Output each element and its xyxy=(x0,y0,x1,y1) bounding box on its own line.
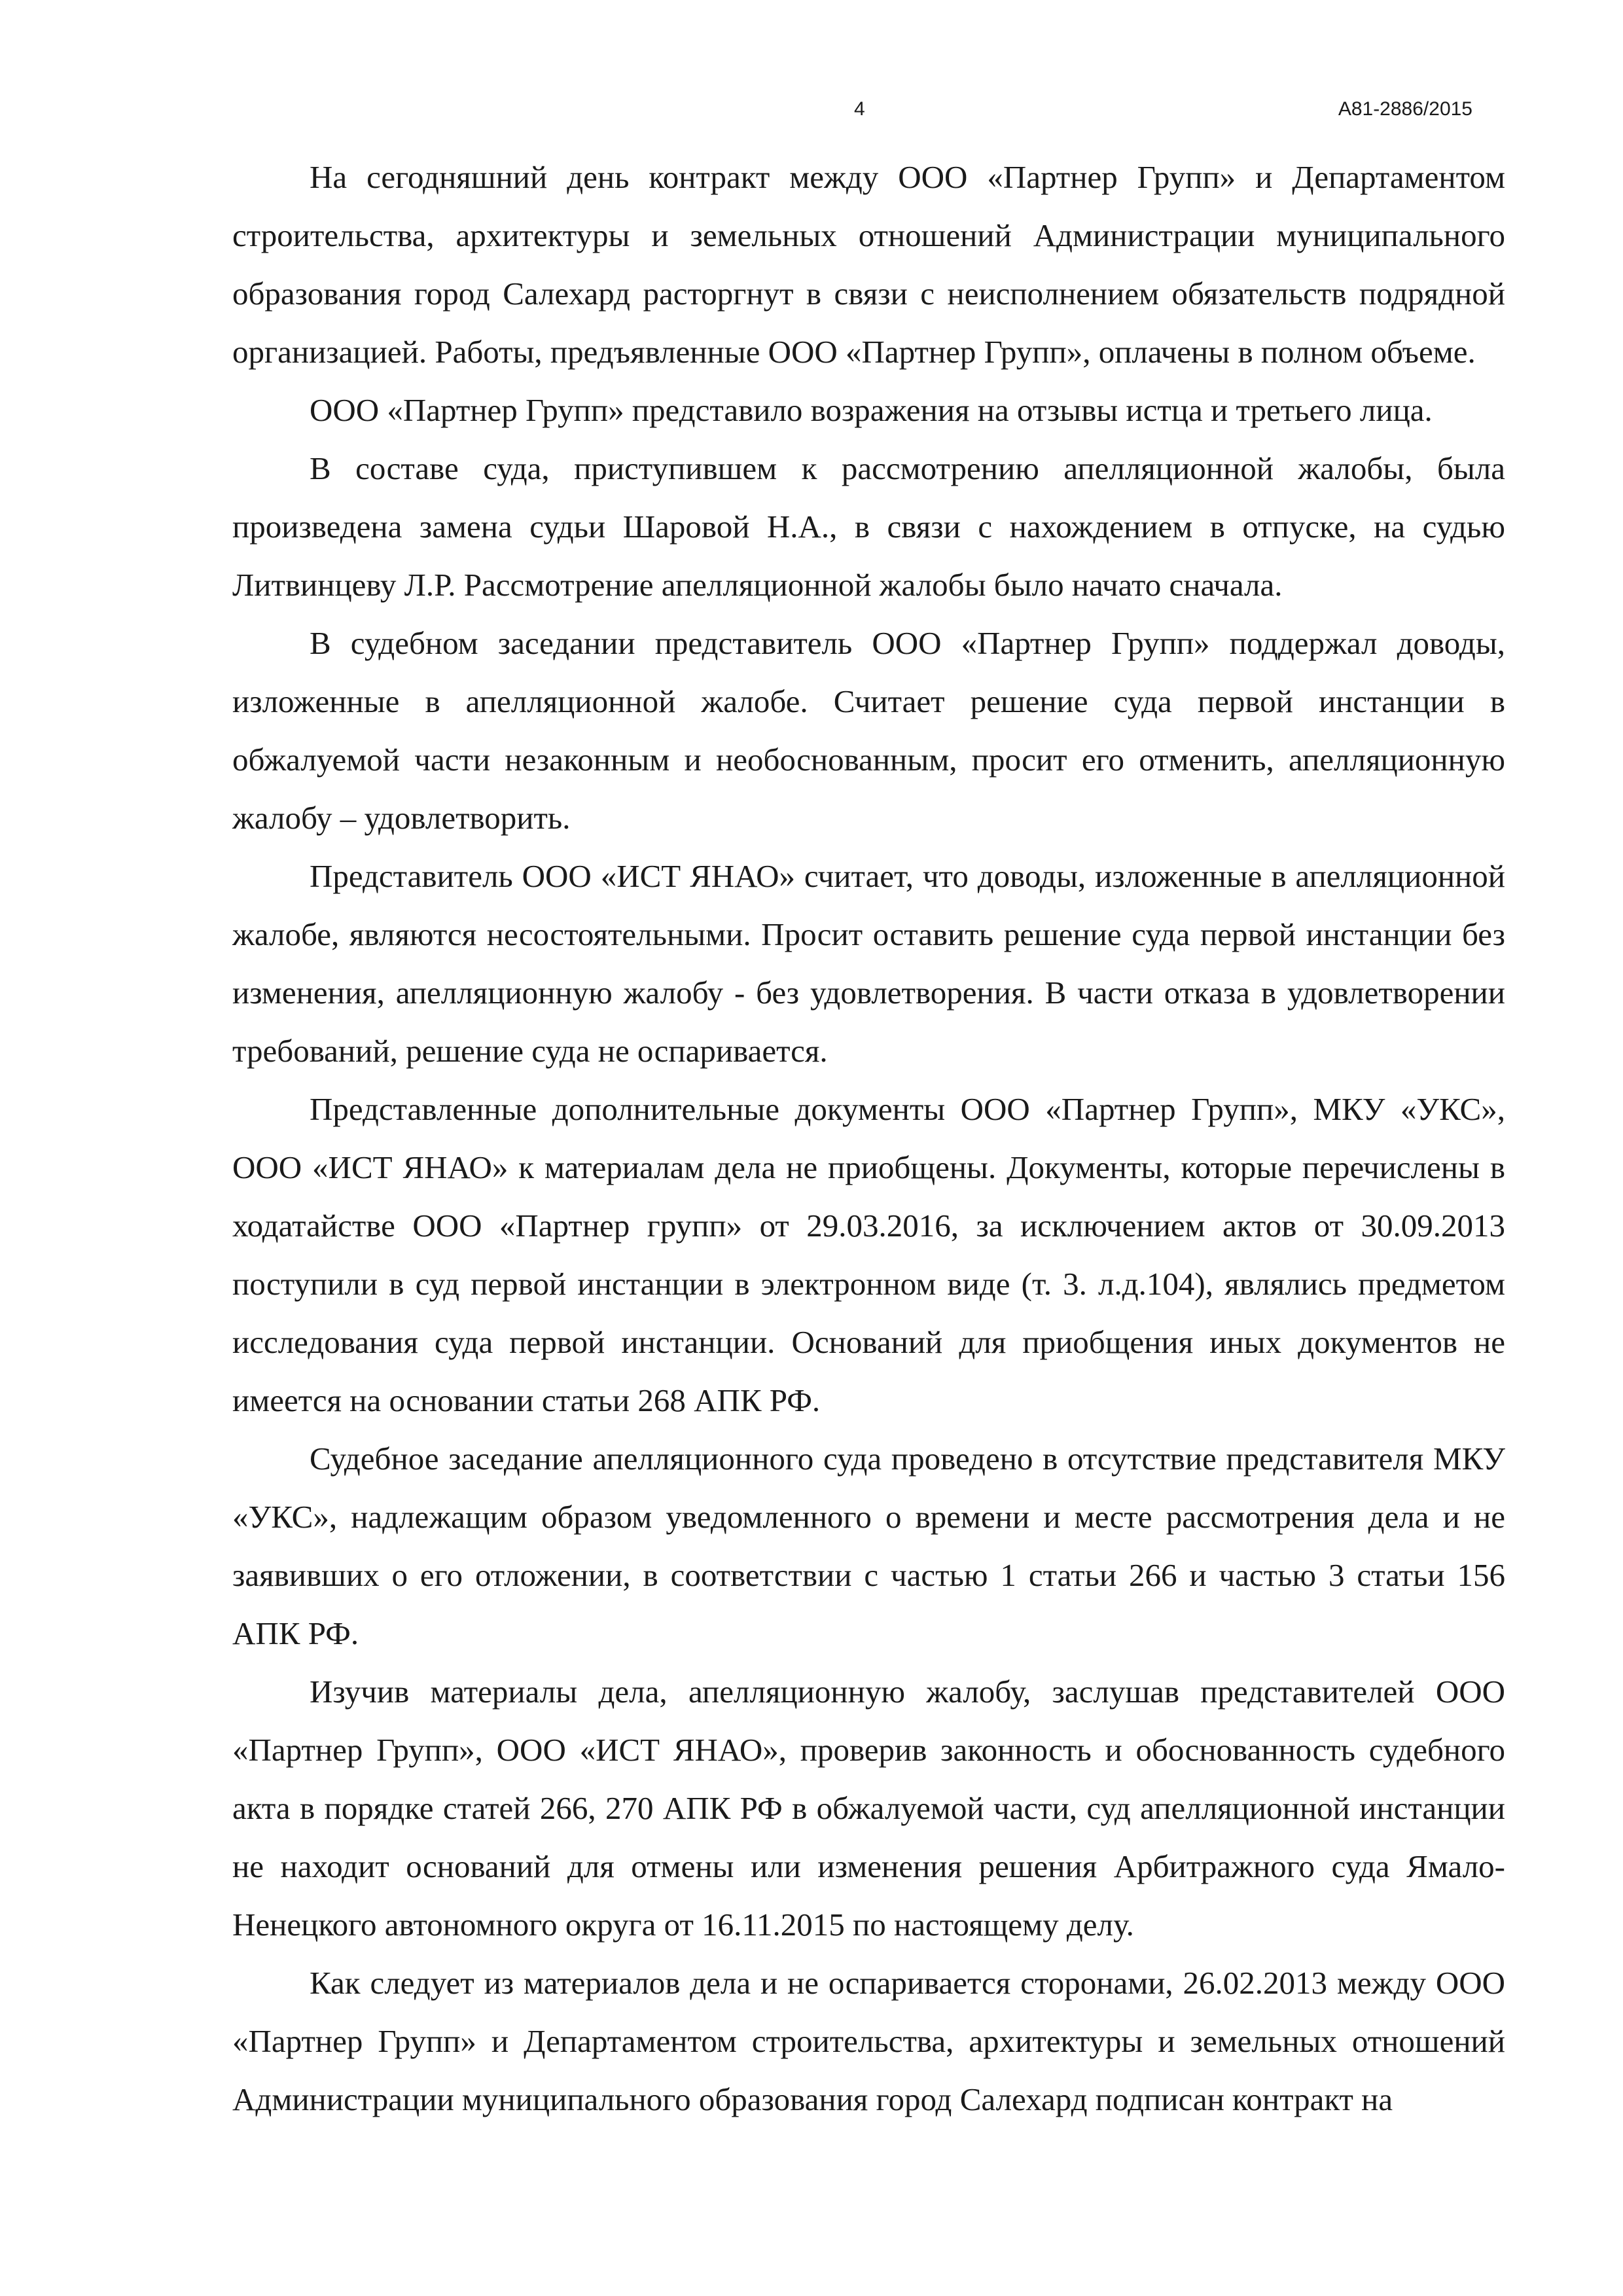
paragraph-additional-documents: Представленные дополнительные документы ООО «Партнер Групп», МКУ «УКС», ООО «ИСТ ЯНАО» к материалам дела не приобщены. Документы, которые перечислены в ходатайстве ООО «Партнер групп» от 29.03.2016, за исключением актов от 30.09.2013 поступили в суд первой инстанции в электронном виде (т. 3. л.д.104), являлись предметом исследования суда первой инстанции. Оснований для приобщения иных документов не имеется на основании статьи 268 АПК РФ. xyxy=(232,1091,1505,1418)
paragraph-case-facts: Как следует из материалов дела и не оспаривается сторонами, 26.02.2013 между ООО «Партнер Групп» и Департаментом строительства, архитектуры и земельных отношений Администрации муниципального образования город Салехард подписан контракт на xyxy=(232,1965,1505,2117)
paragraph-hearing-absence: Судебное заседание апелляционного суда проведено в отсутствие представителя МКУ «УКС», надлежащим образом уведомленного о времени и месте рассмотрения дела и не заявивших о его отложении, в соответствии с частью 1 статьи 266 и частью 3 статьи 156 АПК РФ. xyxy=(232,1441,1505,1651)
page-number: 4 xyxy=(854,98,865,120)
paragraph-appellant-position: В судебном заседании представитель ООО «Партнер Групп» поддержал доводы, изложенные в апелляционной жалобе. Считает решение суда первой инстанции в обжалуемой части незаконным и необоснованным, просит его отменить, апелляционную жалобу – удовлетворить. xyxy=(232,625,1505,836)
paragraph-objections: ООО «Партнер Групп» представило возражения на отзывы истца и третьего лица. xyxy=(310,392,1433,428)
case-number: А81-2886/2015 xyxy=(1338,98,1472,120)
document-body xyxy=(232,148,1505,2128)
paragraph-contract-termination: На сегодняшний день контракт между ООО «Партнер Групп» и Департаментом строительства, архитектуры и земельных отношений Администрации муниципального образования город Салехард расторгнут в связи с неисполнением обязательств подрядной организацией. Работы, предъявленные ООО «Партнер Групп», оплачены в полном объеме. xyxy=(232,159,1505,370)
paragraph-judge-replacement: В составе суда, приступившем к рассмотрению апелляционной жалобы, была произведена замена судьи Шаровой Н.А., в связи с нахождением в отпуске, на судью Литвинцеву Л.Р. Рассмотрение апелляционной жалобы было начато сначала. xyxy=(232,450,1505,603)
paragraph-respondent-position: Представитель ООО «ИСТ ЯНАО» считает, что доводы, изложенные в апелляционной жалобе, являются несостоятельными. Просит оставить решение суда первой инстанции без изменения, апелляционную жалобу - без удовлетворения. В части отказа в удовлетворении требований, решение суда не оспаривается. xyxy=(232,858,1505,1069)
paragraph-court-review: Изучив материалы дела, апелляционную жалобу, заслушав представителей ООО «Партнер Групп», ООО «ИСТ ЯНАО», проверив законность и обоснованность судебного акта в порядке статей 266, 270 АПК РФ в обжалуемой части, суд апелляционной инстанции не находит оснований для отмены или изменения решения Арбитражного суда Ямало-Ненецкого автономного округа от 16.11.2015 по настоящему делу. xyxy=(232,1674,1505,1943)
